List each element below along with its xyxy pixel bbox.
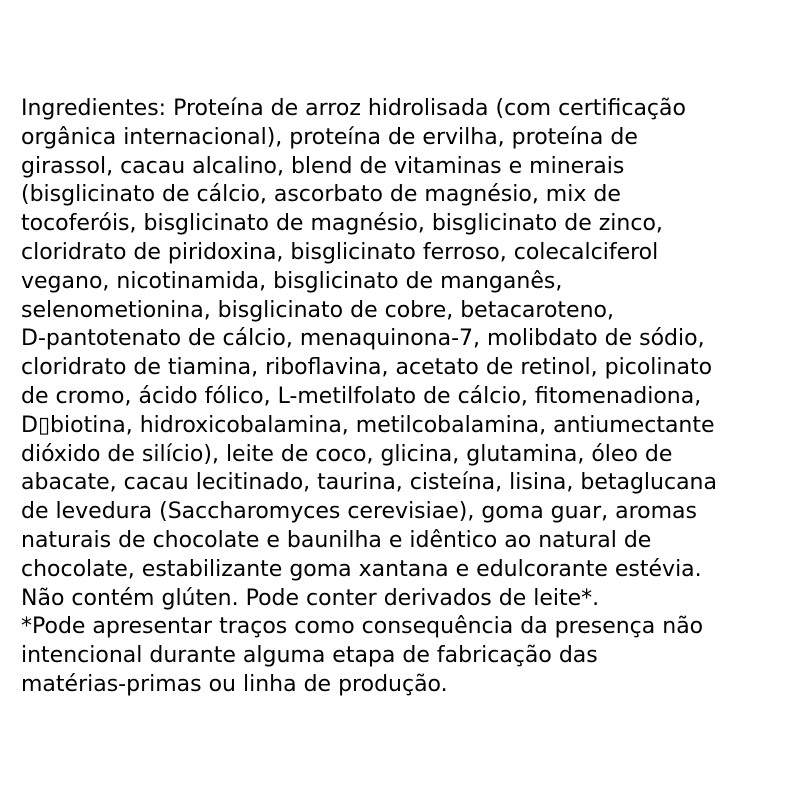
text-line: selenometionina, bisglicinato de cobre, betacaroteno,	[21, 297, 614, 323]
text-line: orgânica internacional), proteína de ervilha, proteína de	[21, 124, 638, 150]
text-line: abacate, cacau lecitinado, taurina, cisteína, lisina, betaglucana	[21, 470, 717, 496]
ingredients-text-block	[21, 95, 791, 700]
text-line: tocoferóis, bisglicinato de magnésio, bisglicinato de zinco,	[21, 211, 663, 237]
text-line: vegano, nicotinamida, bisglicinato de manganês,	[21, 268, 563, 294]
text-line: D-pantotenato de cálcio, menaquinona-7, molibdato de sódio,	[21, 326, 705, 352]
text-line: de cromo, ácido fólico, L-metilfolato de cálcio, fitomenadiona,	[21, 383, 702, 409]
text-line: intencional durante alguma etapa de fabricação das	[21, 643, 598, 669]
text-line: *Pode apresentar traços como consequência da presença não	[21, 614, 704, 640]
text-line: chocolate, estabilizante goma xantana e edulcorante estévia.	[21, 556, 702, 582]
text-line: cloridrato de tiamina, riboflavina, acetato de retinol, picolinato	[21, 355, 713, 381]
text-line: D▯biotina, hidroxicobalamina, metilcobalamina, antiumectante	[21, 412, 715, 438]
text-line: dióxido de silício), leite de coco, glicina, glutamina, óleo de	[21, 441, 673, 467]
text-line: girassol, cacau alcalino, blend de vitaminas e minerais	[21, 153, 625, 179]
text-line: de levedura (Saccharomyces cerevisiae), goma guar, aromas	[21, 499, 697, 525]
text-line: Não contém glúten. Pode conter derivados de leite*.	[21, 585, 600, 611]
text-line: matérias-primas ou linha de produção.	[21, 671, 448, 697]
text-line: Ingredientes: Proteína de arroz hidrolisada (com certificação	[21, 96, 686, 121]
text-line: cloridrato de piridoxina, bisglicinato ferroso, colecalciferol	[21, 239, 659, 265]
text-line: (bisglicinato de cálcio, ascorbato de magnésio, mix de	[21, 182, 621, 208]
text-line: naturais de chocolate e baunilha e idêntico ao natural de	[21, 527, 652, 553]
